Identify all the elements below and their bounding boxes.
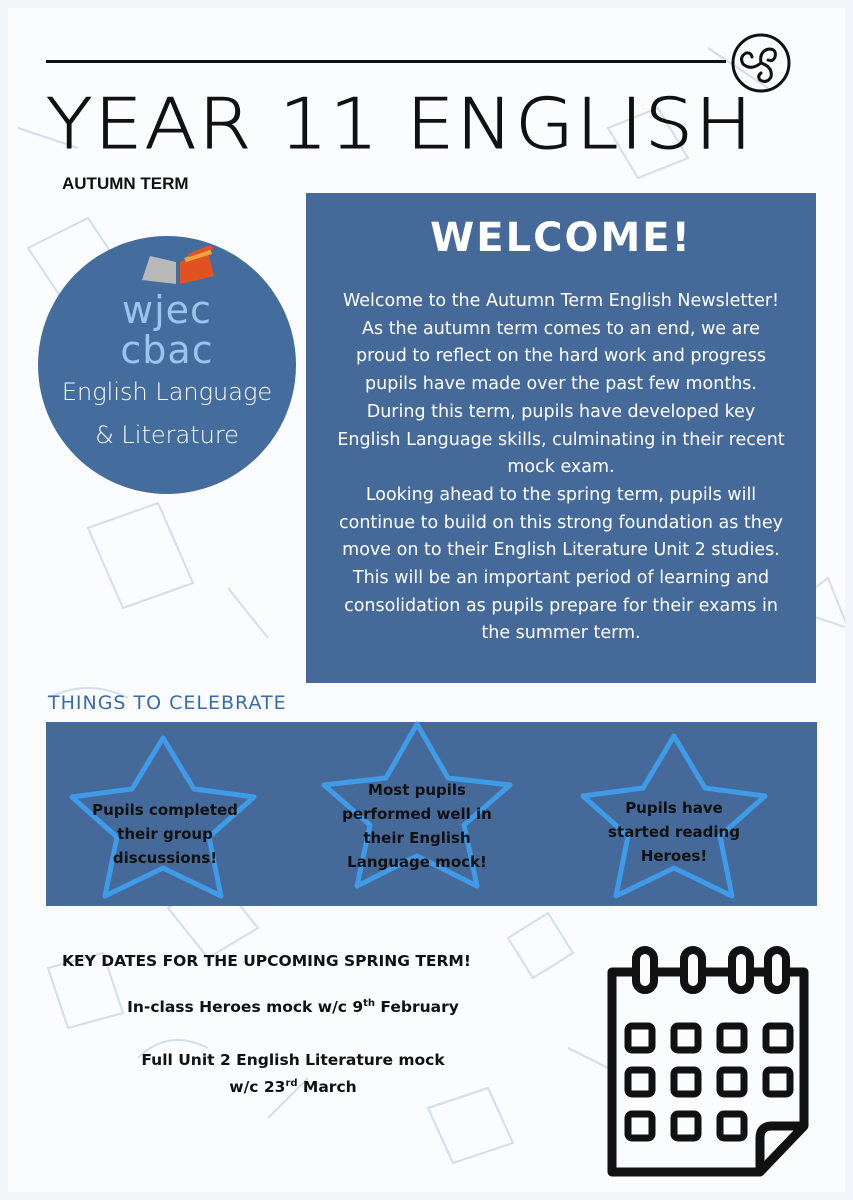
newsletter-page [8, 8, 845, 1192]
celebrate-heading: THINGS TO CELEBRATE [48, 692, 287, 714]
welcome-text [314, 288, 808, 648]
welcome-line: English Language skills, culminating in their recent [337, 429, 785, 450]
welcome-line: proud to reflect on the hard work and progress [356, 346, 766, 367]
logo-cbac-text: cbac [120, 328, 214, 372]
date-text: In-class Heroes mock w/c 9 [127, 998, 364, 1017]
celebrate-item-2 [332, 778, 502, 874]
date-text: w/c 23 [229, 1078, 286, 1097]
date-text: February [375, 998, 459, 1017]
date-text-line2 [8, 1072, 578, 1099]
welcome-box [306, 193, 816, 683]
key-dates-heading: KEY DATES FOR THE UPCOMING SPRING TERM! [62, 952, 471, 970]
welcome-line: the summer term. [481, 623, 641, 644]
welcome-title: WELCOME! [430, 215, 692, 261]
star-line: performed well in [342, 805, 492, 823]
welcome-line: During this term, pupils have developed key [366, 401, 756, 422]
star-line: Pupils have [625, 799, 723, 817]
celebrate-item-1 [80, 798, 250, 870]
calendar-icon [596, 936, 820, 1184]
star-line: Heroes! [640, 847, 708, 865]
welcome-line: move on to their English Literature Unit 2 studies. [342, 540, 780, 561]
celebrate-item-3 [589, 796, 759, 868]
star-line: Language mock! [347, 853, 487, 871]
date-suffix: th [363, 998, 376, 1009]
logo-wjec-text: wjec [122, 288, 212, 332]
star-line: Pupils completed [92, 801, 238, 819]
welcome-line: consolidation as pupils prepare for their exams in [344, 595, 778, 616]
key-date-2 [8, 1048, 578, 1099]
logo-subject-line2: & Literature [95, 421, 239, 449]
date-text: March [297, 1078, 357, 1097]
date-text: Full Unit 2 English Literature mock [141, 1051, 445, 1069]
star-line: their group [117, 825, 213, 843]
logo-subject-line1: English Language [61, 378, 273, 406]
welcome-line: mock exam. [507, 457, 615, 478]
welcome-line: This will be an important period of learning and [352, 568, 770, 589]
welcome-line: As the autumn term comes to an end, we are [362, 318, 760, 339]
key-date-1 [8, 992, 578, 1019]
book-logo-icon [132, 246, 224, 286]
welcome-line: Looking ahead to the spring term, pupils will [365, 484, 757, 505]
welcome-line: continue to build on this strong foundation as they [339, 512, 783, 533]
star-line: their English [363, 829, 471, 847]
welcome-line: Welcome to the Autumn Term English Newsletter! [342, 291, 780, 311]
star-line: discussions! [112, 849, 218, 867]
top-rule [46, 60, 726, 63]
welcome-line: pupils have made over the past few months. [365, 374, 757, 395]
term-subtitle: AUTUMN TERM [62, 174, 189, 193]
star-line: Most pupils [368, 781, 466, 799]
star-line: started reading [608, 823, 740, 841]
page-title: YEAR 11 ENGLISH [46, 82, 755, 165]
date-suffix: rd [285, 1078, 298, 1089]
